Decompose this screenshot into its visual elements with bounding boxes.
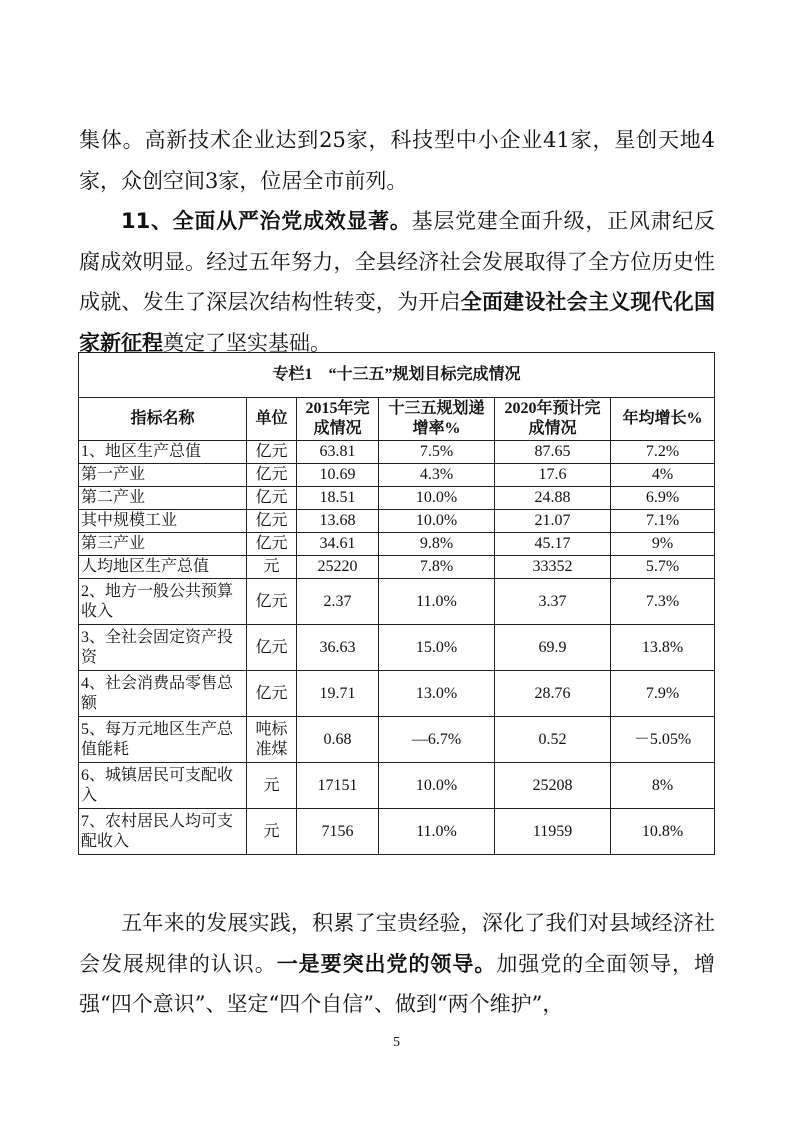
annual-growth: 8%: [611, 763, 715, 809]
paragraph-text: 集体。高新技术企业达到25家，科技型中小企业41家，星创天地4家，众创空间3家，位居全市前列。: [79, 128, 715, 193]
section-heading-11: 11、全面从严治党成效显著。: [121, 209, 412, 233]
paragraph-text: 奠定了坚实基础。: [163, 330, 331, 355]
unit-cell: 亿元: [247, 510, 297, 533]
unit-cell: 亿元: [247, 671, 297, 717]
table-row: [79, 556, 715, 579]
unit-cell: 亿元: [247, 464, 297, 487]
column-header: 单位: [247, 398, 297, 441]
page-number: 5: [393, 1035, 400, 1050]
plan-rate: —6.7%: [379, 717, 495, 763]
unit-cell: 元: [247, 809, 297, 855]
unit-cell: 吨标准煤: [247, 717, 297, 763]
plan-rate: 10.0%: [379, 763, 495, 809]
value-2020: 69.9: [495, 625, 611, 671]
indicator-name: 2、地方一般公共预算收入: [79, 579, 247, 625]
annual-growth: －5.05%: [611, 717, 715, 763]
annual-growth: 9%: [611, 533, 715, 556]
column-header: 年均增长%: [611, 398, 715, 441]
value-2020: 24.88: [495, 487, 611, 510]
table-row: [79, 625, 715, 671]
table-row: [79, 717, 715, 763]
table-row: [79, 763, 715, 809]
unit-cell: 亿元: [247, 533, 297, 556]
annual-growth: 6.9%: [611, 487, 715, 510]
value-2015: 25220: [297, 556, 379, 579]
column-header: 指标名称: [79, 398, 247, 441]
value-2015: 17151: [297, 763, 379, 809]
plan-rate: 10.0%: [379, 487, 495, 510]
value-2015: 36.63: [297, 625, 379, 671]
indicator-name: 5、每万元地区生产总值能耗: [79, 717, 247, 763]
paragraph-intro: [79, 120, 715, 201]
emphasis-text: 一是要突出党的领导。: [276, 951, 497, 976]
table-row: [79, 671, 715, 717]
indicator-name: 6、城镇居民可支配收入: [79, 763, 247, 809]
value-2020: 28.76: [495, 671, 611, 717]
value-2015: 18.51: [297, 487, 379, 510]
paragraph-experience: [79, 903, 715, 1025]
unit-cell: 亿元: [247, 625, 297, 671]
unit-cell: 元: [247, 763, 297, 809]
annual-growth: 10.8%: [611, 809, 715, 855]
annual-growth: 4%: [611, 464, 715, 487]
table-row: [79, 441, 715, 464]
value-2020: 3.37: [495, 579, 611, 625]
column-header: 2020年预计完成情况: [495, 398, 611, 441]
annual-growth: 7.3%: [611, 579, 715, 625]
value-2015: 19.71: [297, 671, 379, 717]
table-row: [79, 510, 715, 533]
paragraph-text: 基层党建全面升级，正风肃纪反腐成效明显。经过五年努力，全县经济社会发展取得了全方位历史性成就、发生了深层次结构性转变，为开启: [79, 209, 715, 314]
indicator-name: 7、农村居民人均可支配收入: [79, 809, 247, 855]
indicator-name: 1、地区生产总值: [79, 441, 247, 464]
table-header-row: [79, 398, 715, 441]
table-row: [79, 809, 715, 855]
indicator-name: 其中规模工业: [79, 510, 247, 533]
indicator-name: 第二产业: [79, 487, 247, 510]
plan-rate: 11.0%: [379, 809, 495, 855]
value-2015: 13.68: [297, 510, 379, 533]
emphasis-text: 全面建设社会主义现代化国家新征程: [79, 290, 716, 355]
unit-cell: 亿元: [247, 441, 297, 464]
annual-growth: 7.9%: [611, 671, 715, 717]
unit-cell: 亿元: [247, 487, 297, 510]
indicator-name: 3、全社会固定资产投资: [79, 625, 247, 671]
plan-rate: 10.0%: [379, 510, 495, 533]
value-2020: 11959: [495, 809, 611, 855]
value-2015: 2.37: [297, 579, 379, 625]
value-2015: 7156: [297, 809, 379, 855]
paragraph-text: 五年来的发展实践，积累了宝贵经验，深化了我们对县域经济社会发展规律的认识。: [79, 911, 715, 976]
table-row: [79, 533, 715, 556]
value-2020: 87.65: [495, 441, 611, 464]
indicator-name: 第三产业: [79, 533, 247, 556]
annual-growth: 7.1%: [611, 510, 715, 533]
table-row: [79, 487, 715, 510]
value-2015: 34.61: [297, 533, 379, 556]
annual-growth: 13.8%: [611, 625, 715, 671]
unit-cell: 元: [247, 556, 297, 579]
annual-growth: 7.2%: [611, 441, 715, 464]
annual-growth: 5.7%: [611, 556, 715, 579]
indicator-name: 人均地区生产总值: [79, 556, 247, 579]
paragraph-text: 加强党的全面领导，增强“四个意识”、坚定“四个自信”、做到“两个维护”，: [79, 951, 716, 1016]
value-2020: 33352: [495, 556, 611, 579]
paragraph-party: [79, 201, 715, 363]
indicator-name: 4、社会消费品零售总额: [79, 671, 247, 717]
table-row: [79, 464, 715, 487]
table-row: [79, 579, 715, 625]
table-title: 专栏1 “十三五”规划目标完成情况: [79, 353, 715, 398]
value-2015: 63.81: [297, 441, 379, 464]
value-2020: 45.17: [495, 533, 611, 556]
plan-rate: 4.3%: [379, 464, 495, 487]
plan-rate: 7.8%: [379, 556, 495, 579]
value-2020: 17.6: [495, 464, 611, 487]
value-2020: 21.07: [495, 510, 611, 533]
unit-cell: 亿元: [247, 579, 297, 625]
column-header: 十三五规划递增率%: [379, 398, 495, 441]
value-2020: 25208: [495, 763, 611, 809]
plan-completion-table: [78, 352, 715, 855]
plan-rate: 15.0%: [379, 625, 495, 671]
plan-rate: 7.5%: [379, 441, 495, 464]
column-header: 2015年完成情况: [297, 398, 379, 441]
plan-rate: 13.0%: [379, 671, 495, 717]
value-2015: 10.69: [297, 464, 379, 487]
plan-rate: 11.0%: [379, 579, 495, 625]
value-2015: 0.68: [297, 717, 379, 763]
value-2020: 0.52: [495, 717, 611, 763]
indicator-name: 第一产业: [79, 464, 247, 487]
plan-rate: 9.8%: [379, 533, 495, 556]
